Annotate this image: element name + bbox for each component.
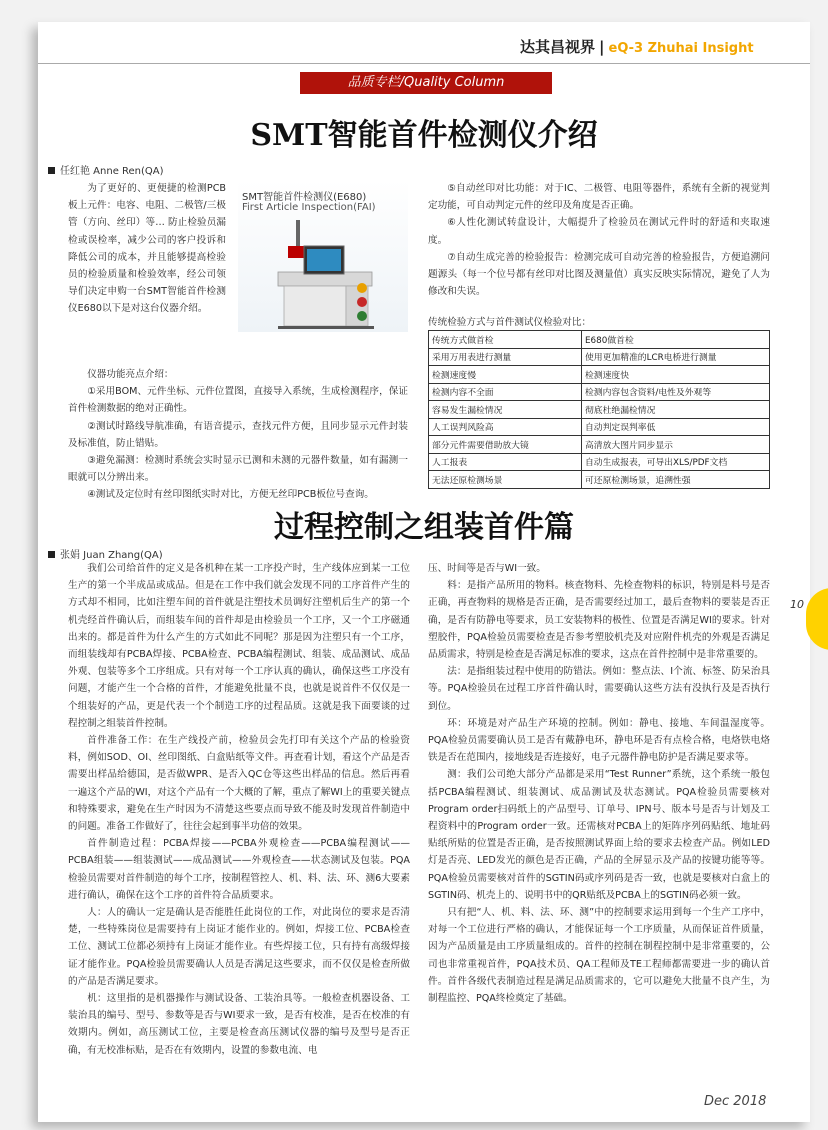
comparison-table-row [429,331,770,349]
article2-paragraph: 料：是指产品所用的物料。核查物料、先检查物料的标识，特别是料号是否正确，再查物料的规格是否正确，是否需要经过加工，最后查物料的要装是否正确，是否有防静电等要求，员工安装物料的极性、位置是否满足WI的要求。针对塑胶件，PQA检验员需要检查是否参考塑胶机壳及对应附件机壳的外观是否满足品质需求，特别是检查是否满足标准的要求，这点在首件控制中是非常重要的。 [428,580,770,661]
inspection-machine-illustration [238,180,408,332]
comparison-table [428,330,770,489]
e680-method-cell: 可还原检测场景，追溯性强 [582,471,770,489]
article2-paragraph: 只有把“人、机、料、法、环、测”中的控制要求运用到每一个生产工序中，对每一个工位进行严格的确认，才能保证每一个工序质量，从而保证首件质量，因为产品质量是由工序质量组成的。首件的控制在制程控制中是非常重要的，公司也非常重视首件，PQA技术员、QA工程师及TE工程师都需要进一步的确认首件。首件各级代表制造过程是满足品质需求的，它可以避免大批量不良产生，为制程监控、PQA终检奠定了基础。 [428,907,770,1005]
article1-paragraph: 仪器功能亮点介绍： [87,369,174,380]
header-title-cn: 达其昌视界 [520,38,596,56]
traditional-method-cell: 传统方式做首检 [429,331,582,349]
e680-method-cell: 检测内容包含资料/电性及外观等 [582,383,770,401]
bullet-square-icon [48,551,55,558]
article2-author [48,546,163,561]
article2-paragraph: 环：环境是对产品生产环境的控制。例如：静电、接地、车间温湿度等。PQA检验员需要确认员工是否有戴静电环，静电环是否有点检合格，电烙铁电烙铁是否在范围内，接地线是否连接好，电子元器件静电防护是否满足要求等。 [428,717,770,764]
article1-features-right [428,180,770,300]
comparison-table-row [429,348,770,366]
column-tag: 品质专栏/Quality Column [300,72,552,94]
traditional-method-cell: 无法还原检测场景 [429,471,582,489]
comparison-table-row [429,453,770,471]
article2-title: 过程控制之组装首件篇 [274,510,574,545]
article1-product-photo [238,180,408,332]
photo-caption-cn: SMT智能首件检测仪(E680) [242,192,367,203]
traditional-method-cell: 人工误判风险高 [429,418,582,436]
comparison-table-row [429,436,770,454]
comparison-table-row [429,471,770,489]
traditional-method-cell: 检测内容不全面 [429,383,582,401]
article1-paragraph: ③避免漏测：检测时系统会实时显示已测和未测的元器件数量，如有漏测一眼就可以分辨出来。 [68,455,408,484]
e680-method-cell: 自动生成报表，可导出XLS/PDF文档 [582,453,770,471]
article2-paragraph: 我们公司给首件的定义是各机种在某一工序投产时，生产线体应到某一工位生产的第一个半成品或成品。但是在工作中我们就会发现不同的工序首件产生的方式却不相同，比如注塑车间的首件就是注塑技术员调好注塑机后生产的第一个机壳经首件确认后，而组装车间的首件却是由检验员一个工序，又一个工序磁通出来的。都是首件为什么产生的方式如此不同呢？那是因为注塑只有一个工序，而组装线却有PCBA焊接、PCBA检查、PCBA编程测试、组装、成品测试、成品外观、包装等多个工序组成。只有对每一个工序认真的确认，确保这些工序没有问题，才能产生一个合格的首件，才能避免批量不良，也就是说首件不仅仅是一个组装好的产品，更是代表一个个制造工序的过程品质。这就是我下面要谈的过程控制之组装首件控制。 [68,563,410,729]
traditional-method-cell: 检测速度慢 [429,366,582,384]
article1-paragraph: ②测试时路线导航准确，有语音提示，查找元件方便，且同步显示元件封装及标准值，防止错贴。 [68,420,408,449]
article1-paragraph: ⑥人性化测试转盘设计，大幅提升了检验员在测试元件时的舒适和夹取速度。 [428,217,770,246]
article1-paragraph: ④测试及定位时有丝印图纸实时对比，方便无丝印PCB板位号查询。 [87,489,374,501]
magazine-page [38,22,810,1122]
article2-paragraph: 首件准备工作：在生产线投产前，检验员会先打印有关这个产品的检验资料，例如SOD、OI、丝印图纸、白盒贴纸等文件。再查看计划，看这个产品是否需要出样品给德国，是否做WPR、是否入QC仓等这些出样品的信息。然后再看一遍这个产品的WI，对这个产品有一个大概的了解，重点了解WI上的重要关键点和特殊要求，避免在生产时因为不清楚这些要点而导致不能及时发现首件制造中的问题。准备工作做好了，往往会起到事半功倍的效果。 [68,735,410,833]
traditional-method-cell: 容易发生漏检情况 [429,401,582,419]
article2-paragraph: 人：人的确认一定是确认是否能胜任此岗位的工作，对此岗位的要求是否清楚，一些特殊岗位是需要持有上岗证才能作业的。例如，焊接工位、PCBA检查工位、测试工位都必须持有上岗证才能作业。有些焊接工位，只有持有高级焊接证才能作业。PQA检验员需要确认人员是否满足这些要求，而不仅仅是检查所做的产品是否满足要求。 [68,907,410,987]
article2-paragraph: 压、时间等是否与WI一致。 [428,563,546,574]
comparison-table-row [429,401,770,419]
article1-paragraph: ⑤自动丝印对比功能：对于IC、二极管、电阻等器件，系统有全新的视觉判定功能，可自动判定元件的丝印及角度是否正确。 [428,183,770,212]
issue-date: Dec 2018 [704,1094,767,1109]
traditional-method-cell: 人工报表 [429,453,582,471]
e680-method-cell: 使用更加精准的LCR电桥进行测量 [582,348,770,366]
e680-method-cell: 彻底杜绝漏检情况 [582,401,770,419]
e680-method-cell: 检测速度快 [582,366,770,384]
article2-paragraph: 测：我们公司绝大部分产品都是采用“Test Runner”系统，这个系统一般包括PCBA编程测试、组装测试、成品测试及状态测试。PQA检验员需要核对Program order扫码纸上的产品型号、订单号、IPN号、版本号是否与计划及工程资料中的Program order一致。还需核对PCBA上的矩阵序列码贴纸、地址码贴纸所贴的位置是否正确，是否按照测试界面上给的要求去检查产品。例如LED灯是否亮、LED发光的颜色是否正确，产品的全屏显示及产品的按键功能等等。PQA检验员需要核对首件的SGTIN码或序列码是否一致，也就是要核对白盒上的SGTIN码、机壳上的、说明书中的QR贴纸及PCBA上的SGTIN码必须一致。 [428,769,770,901]
header-rule [38,63,810,64]
article1-title: SMT智能首件检测仪介绍 [250,118,598,153]
article2-author-name: 张娟 Juan Zhang(QA) [60,550,163,561]
comparison-table-caption: 传统检验方式与首件测试仪检验对比： [428,317,592,328]
article2-paragraph: 法：是指组装过程中使用的防错法。例如：整点法、I个流、标签、防呆治具等。PQA检验员在过程工序首件确认时，需要确认这些方法有没执行及是否执行到位。 [428,666,770,712]
header-separator: | [599,38,605,56]
traditional-method-cell: 部分元件需要借助放大镜 [429,436,582,454]
comparison-table-row [429,383,770,401]
article1-paragraph: 为了更好的、更便捷的检测PCB板上元件：电容、电阻、二极管/三极管（方向、丝印）等… 防止检验员漏检或误检率，减少公司的客户投诉和降低公司的成本，并且能够提高检验员的检验质量和检验效率，经公司领导们决定申购一台SMT智能首件检测仪E680以下是对这台仪器介绍。 [68,183,226,315]
e680-method-cell: E680做首检 [582,331,770,349]
comparison-table-row [429,366,770,384]
traditional-method-cell: 采用万用表进行测量 [429,348,582,366]
article1-paragraph: ①采用BOM、元件坐标、元件位置图，直接导入系统，生成检测程序，保证首件检测数据的绝对正确性。 [68,386,408,415]
page-tab-marker [806,588,828,650]
photo-caption-en: First Article Inspection(FAI) [242,202,376,213]
comparison-table-row [429,418,770,436]
article2-right-column [428,560,770,1007]
article1-features-left [68,366,408,504]
article1-author-name: 任红艳 Anne Ren(QA) [60,166,164,177]
page-header [520,36,754,57]
bullet-square-icon [48,167,55,174]
article1-intro [68,180,226,318]
article2-paragraph: 首件制造过程：PCBA焊接——PCBA外观检查——PCBA编程测试——PCBA组装——组装测试——成品测试——外观检查——状态测试及包装。PQA检验员需要对首件制造的每个工序，按制程管控人、机、料、法、环、测6大要素进行确认，确保在这个工序的首件符合品质要求。 [68,838,410,901]
article1-paragraph: ⑦自动生成完善的检验报告：检测完成可自动完善的检验报告，方便追溯问题源头（每一个位号都有丝印对比图及测量值）真实反映实际情况，避免了人为修改和失误。 [428,251,770,298]
article2-left-column [68,560,410,1059]
article1-author [48,162,164,177]
header-title-en: eQ-3 Zhuhai Insight [608,41,754,56]
e680-method-cell: 自动判定误判率低 [582,418,770,436]
e680-method-cell: 高清放大图片同步显示 [582,436,770,454]
page-number: 10 [790,598,804,611]
article2-paragraph: 机：这里指的是机器操作与测试设备、工装治具等。一般检查机器设备、工装治具的编号、型号、参数等是否与WI要求一致，是否有校准，是否在校准的有效期内。例如，高压测试工位，主要是检查高压测试仪器的编号及型号是否正确，有无校准标贴，是否在有效期内，设置的参数电流、电 [68,993,410,1056]
